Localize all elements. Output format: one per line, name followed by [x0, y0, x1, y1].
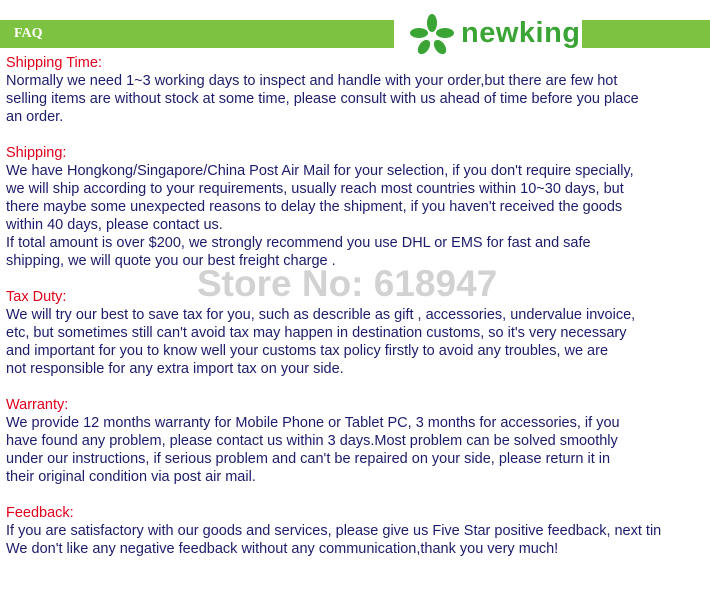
section-text-line: have found any problem, please contact us within 3 days.Most problem can be solved smoothly	[6, 433, 618, 449]
faq-section	[6, 504, 710, 558]
section-text-line: there maybe some unexpected reasons to delay the shipment, if you haven't received the goods	[6, 199, 623, 215]
section-text-line: We will try our best to save tax for you, such as describle as gift , accessories, undervalue invoice,	[6, 307, 636, 323]
section-title: Tax Duty:	[6, 289, 67, 305]
section-text-line: etc, but sometimes still can't avoid tax may happen in destination customs, so it's very necessary	[6, 325, 627, 341]
brand-name: newking	[461, 17, 581, 49]
section-text-line: under our instructions, if serious problem and can't be repaired on your side, please return it in	[6, 451, 611, 467]
faq-section	[6, 288, 710, 378]
section-text-line: we will ship according to your requirements, usually reach most countries within 10~30 days, but	[6, 181, 624, 197]
faq-section	[6, 396, 710, 486]
section-title: Shipping:	[6, 145, 67, 161]
section-text-line: If total amount is over $200, we strongly recommend you use DHL or EMS for fast and safe	[6, 235, 591, 251]
section-text-line: If you are satisfactory with our goods and services, please give us Five Star positive feedback, next tin	[6, 523, 662, 539]
faq-content	[6, 54, 710, 576]
section-title: Warranty:	[6, 397, 69, 413]
section-text-line: their original condition via post air mail.	[6, 469, 256, 485]
faq-section	[6, 144, 710, 270]
section-text-line: We don't like any negative feedback without any communication,thank you very much!	[6, 541, 559, 557]
section-text-line: and important for you to know well your customs tax policy firstly to avoid any troubles, we are	[6, 343, 609, 359]
section-text-line: an order.	[6, 109, 64, 125]
faq-header	[0, 0, 710, 60]
section-text-line: We provide 12 months warranty for Mobile Phone or Tablet PC, 3 months for accessories, if you	[6, 415, 620, 431]
section-text-line: not responsible for any extra import tax on your side.	[6, 361, 344, 377]
store-watermark: Store No: 618947	[197, 263, 498, 304]
header-bar-right	[582, 20, 710, 48]
faq-label: FAQ	[14, 26, 43, 41]
brand-logo	[409, 13, 579, 57]
section-text-line: shipping, we will quote you our best freight charge .	[6, 253, 336, 269]
section-text-line: Normally we need 1~3 working days to inspect and handle with your order,but there are few hot	[6, 73, 618, 89]
clover-leaf-icon	[409, 13, 455, 57]
header-bar-left	[0, 20, 394, 48]
section-title: Shipping Time:	[6, 55, 102, 71]
section-text-line: We have Hongkong/Singapore/China Post Air Mail for your selection, if you don't require specially,	[6, 163, 634, 179]
section-text-line: within 40 days, please contact us.	[6, 217, 223, 233]
faq-section	[6, 54, 710, 126]
section-text-line: selling items are without stock at some time, please consult with us ahead of time before you place	[6, 91, 639, 107]
section-title: Feedback:	[6, 505, 74, 521]
